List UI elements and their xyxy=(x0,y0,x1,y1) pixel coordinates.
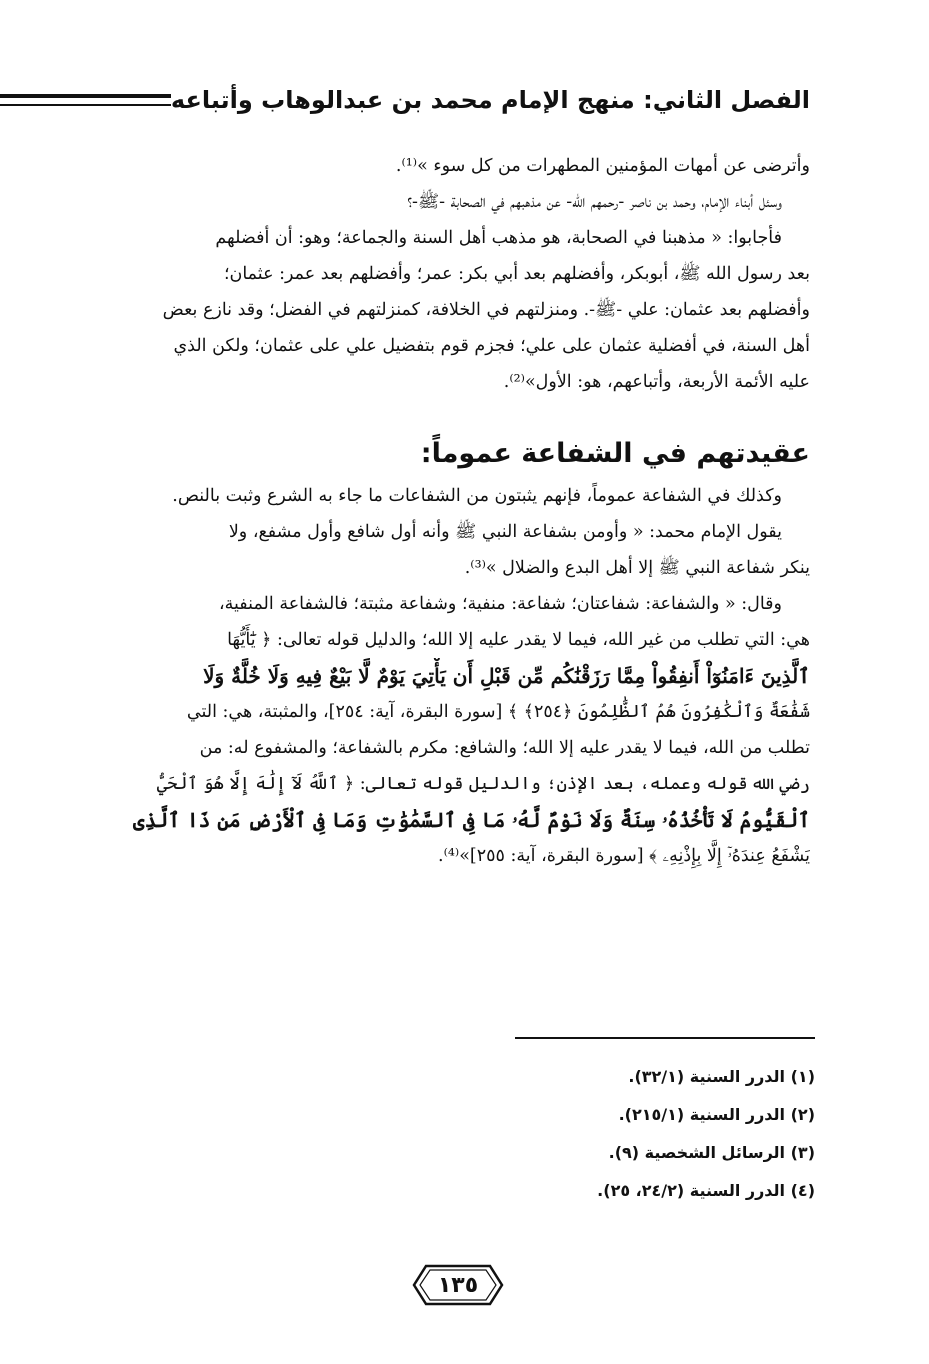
main-text xyxy=(95,148,810,874)
quran-verse-line: ٱلْقَيُّومُ لَا تَأْخُذُهُۥ سِنَةٌ وَلَا نَوْمٌ لَّهُۥ مَا فِى ٱلسَّمَٰوَٰتِ وَمَا فِى ٱلْأَرْضِ مَن ذَا ٱلَّذِى xyxy=(133,808,810,832)
text-line: رضي الله قوله وعمله، بعد الإذن؛ والدليل قوله تعالى: ﴿ ٱللَّهُ لَآ إِلَٰهَ إِلَّا هُوَ ٱلْحَيُّ xyxy=(156,774,810,794)
text-line: وكذلك في الشفاعة عموماً، فإنهم يثبتون من الشفاعات ما جاء به الشرع وثبت بالنص. xyxy=(172,486,782,506)
header-rule xyxy=(0,94,171,106)
text-line: فأجابوا: « مذهبنا في الصحابة، هو مذهب أهل السنة والجماعة؛ وهو: أن أفضلهم xyxy=(215,228,782,248)
footnote: (١) الدرر السنية (٣٢/١). xyxy=(628,1067,815,1086)
footnotes xyxy=(95,1058,815,1210)
text-line: وسئل أبناء الإمام، وحمد بن ناصر -رحمهم الله- عن مذهبهم في الصحابة -ﷺ-؟ xyxy=(407,192,782,212)
page-number-frame xyxy=(412,1262,504,1308)
text-line: أهل السنة، في أفضلية عثمان على علي؛ فجزم قوم بتفضيل علي على عثمان؛ ولكن الذي xyxy=(173,336,810,356)
text-line: هي: التي تطلب من غير الله، فيما لا يقدر عليه إلا الله؛ والدليل قوله تعالى: ﴿ يَٰٓأَيُّهَا xyxy=(227,630,810,650)
footnote: (٤) الدرر السنية (٢٤/٢، ٢٥). xyxy=(597,1181,815,1200)
text-line: وأفضلهم بعد عثمان: علي -ﷺ-. ومنزلتهم في الخلافة، كمنزلتهم في الفضل؛ وقد نازع بعض xyxy=(162,300,810,320)
footnote: (٢) الدرر السنية (٢١٥/١). xyxy=(618,1105,815,1124)
text-line: يَشْفَعُ عِندَهُۥٓ إِلَّا بِإِذْنِهِۦ ﴾ [سورة البقرة، آية: ٢٥٥]»⁽⁴⁾. xyxy=(438,846,810,866)
section-heading: عقيدتهم في الشفاعة عموماً: xyxy=(420,438,810,469)
page-number: ١٣٥ xyxy=(437,1272,479,1298)
chapter-title: الفصل الثاني: منهج الإمام محمد بن عبدالوهاب وأتباعه xyxy=(170,86,810,114)
text-line: وقال: « والشفاعة: شفاعتان؛ شفاعة: منفية؛ وشفاعة مثبتة؛ فالشفاعة المنفية، xyxy=(219,594,782,614)
text-line: شَفَٰعَةٌ وَٱلْكَٰفِرُونَ هُمُ ٱلظَّٰلِمُونَ ﴿٢٥٤﴾ ﴾ [سورة البقرة، آية: ٢٥٤]، والمثبتة، هي: التي xyxy=(186,702,810,722)
text-line: وأترضى عن أمهات المؤمنين المطهرات من كل سوء »⁽¹⁾. xyxy=(395,156,810,176)
quran-verse-line: ٱلَّذِينَ ءَامَنُوٓاْ أَنفِقُواْ مِمَّا رَزَقْنَٰكُم مِّن قَبْلِ أَن يَأْتِيَ يَوْمٌ لَّا بَيْعٌ فِيهِ وَلَا خُلَّةٌ وَلَا xyxy=(203,664,810,688)
text-line: ينكر شفاعة النبي ﷺ إلا أهل البدع والضلال »⁽³⁾. xyxy=(464,558,810,578)
footnote-separator xyxy=(515,1037,815,1039)
footnote: (٣) الرسائل الشخصية (٩). xyxy=(608,1143,815,1162)
text-line: عليه الأئمة الأربعة، وأتباعهم، هو: الأول»⁽²⁾. xyxy=(503,372,810,392)
running-header xyxy=(95,80,810,120)
text-line: يقول الإمام محمد: « وأومن بشفاعة النبي ﷺ وأنه أول شافع وأول مشفع، ولا xyxy=(228,522,782,542)
text-line: بعد رسول الله ﷺ، أبوبكر، وأفضلهم بعد أبي بكر: عمر؛ وأفضلهم بعد عمر: عثمان؛ xyxy=(223,264,810,284)
text-line: تطلب من الله، فيما لا يقدر عليه إلا الله؛ والشافع: مكرم بالشفاعة؛ والمشفوع له: من xyxy=(199,738,810,758)
